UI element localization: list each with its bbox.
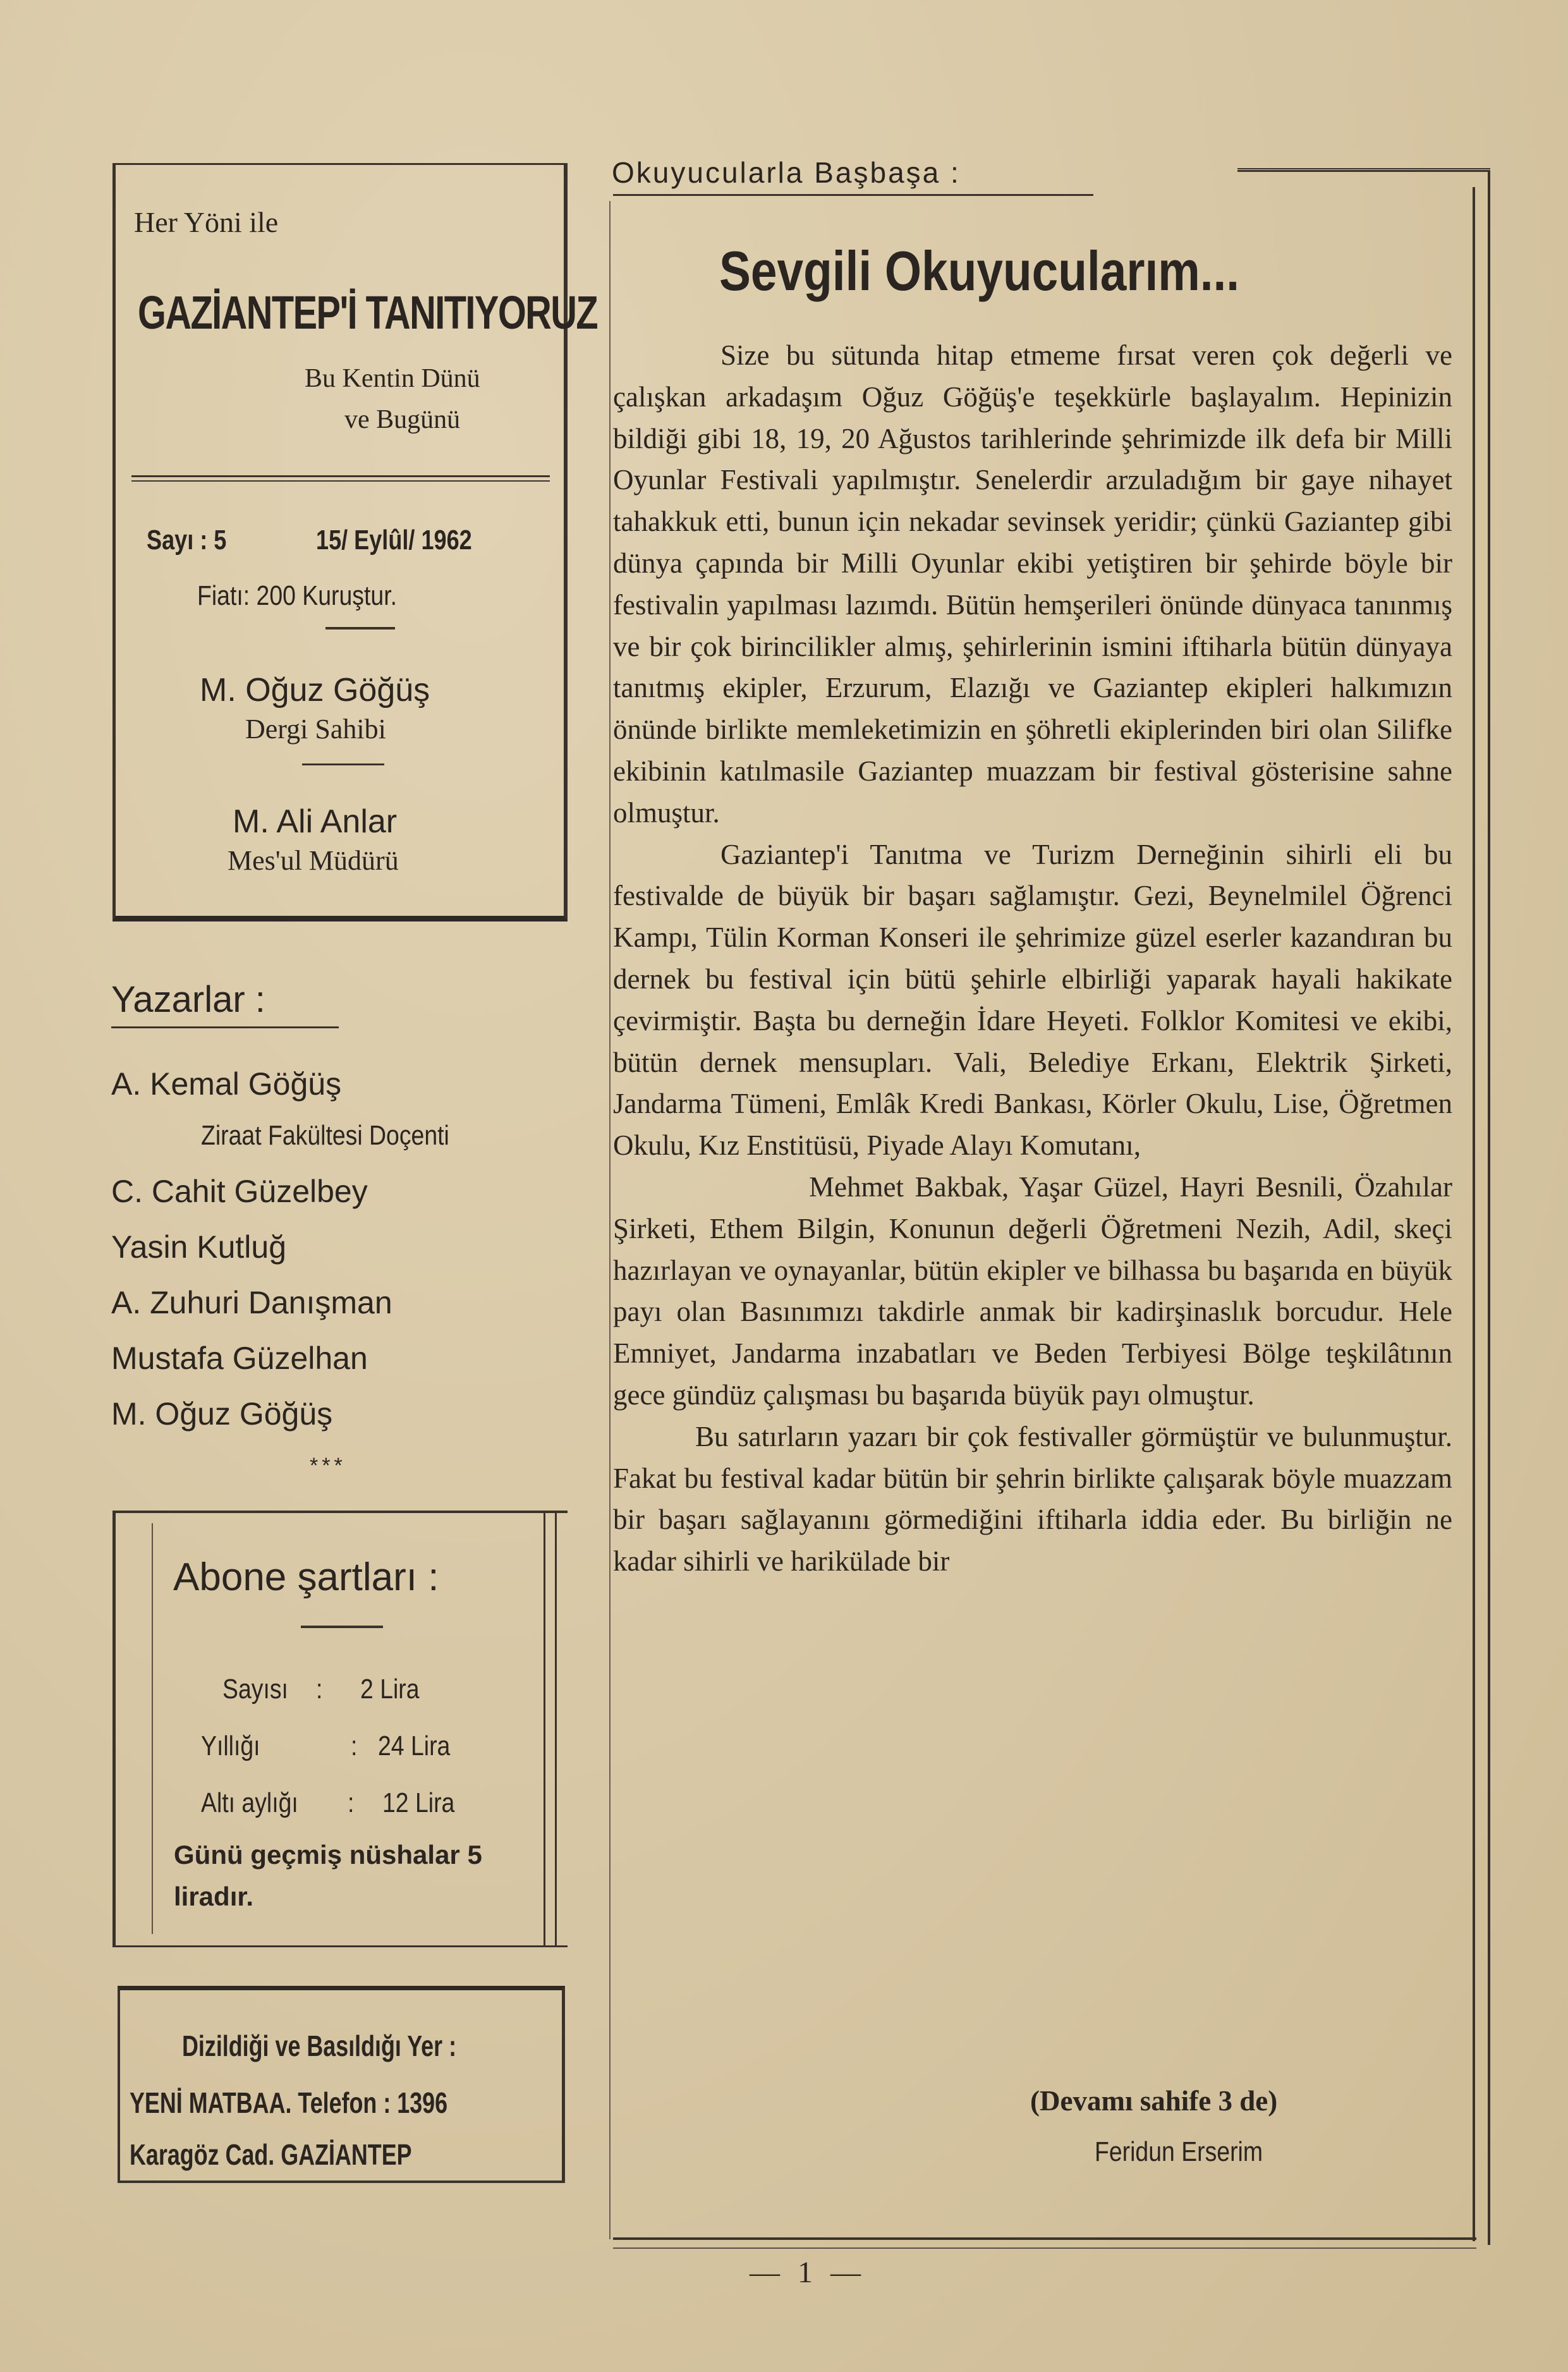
subscription-row-label: Altı aylığı <box>201 1787 298 1818</box>
authors-heading: Yazarlar : <box>111 979 265 1020</box>
section-underline <box>613 194 1093 196</box>
article-frame-right <box>1473 187 1475 2241</box>
subscription-row-sep: : <box>351 1730 358 1761</box>
owner-name: M. Oğuz Göğüş <box>200 672 430 709</box>
section-rule <box>1237 168 1490 172</box>
article-author: Feridun Erserim <box>1095 2136 1263 2167</box>
section-label: Okuyucularla Başbaşa : <box>612 156 961 189</box>
masthead-divider <box>131 475 550 482</box>
article-body <box>613 335 1452 1583</box>
subscription-row-value: 12 Lira <box>382 1787 455 1818</box>
subscription-box-inner <box>152 1523 153 1934</box>
price-underline <box>325 627 395 629</box>
article-continued: (Devamı sahife 3 de) <box>1030 2085 1278 2117</box>
subscription-heading: Abone şartları : <box>173 1555 439 1599</box>
author-item: C. Cahit Güzelbey <box>111 1174 368 1209</box>
author-item: Mustafa Güzelhan <box>111 1341 368 1376</box>
subscription-row-value: 24 Lira <box>378 1730 451 1761</box>
page-number: — 1 — <box>750 2256 866 2289</box>
printing-line3: Karagöz Cad. GAZİANTEP <box>130 2138 412 2171</box>
subscription-row-sep: : <box>348 1787 355 1818</box>
director-role: Mes'ul Müdürü <box>228 845 399 876</box>
authors-underline <box>111 1026 339 1028</box>
issue-number: Sayı : 5 <box>147 525 227 556</box>
masthead-intro: Her Yöni ile <box>134 206 279 238</box>
owner-role: Dergi Sahibi <box>245 714 386 745</box>
subscription-box-left <box>112 1513 116 1947</box>
magazine-subtitle-line2: ve Bugünü <box>344 405 461 434</box>
subscription-box-right-outer <box>555 1513 557 1947</box>
subscription-divider <box>301 1626 383 1628</box>
author-item: Yasin Kutluğ <box>111 1229 287 1265</box>
subscription-row-label: Yıllığı <box>201 1730 260 1761</box>
printing-line1: Dizildiği ve Basıldığı Yer : <box>182 2029 457 2062</box>
author-title: Ziraat Fakültesi Doçenti <box>201 1120 449 1151</box>
subscription-row-sep: : <box>316 1674 323 1705</box>
article-frame-bottom <box>613 2237 1476 2240</box>
article-paragraph: Mehmet Bakbak, Yaşar Güzel, Hayri Besnili, Özahılar Şirketi, Ethem Bilgin, Konunun değerli Öğretmeni Nezih, Adil, skeçi hazırlayan ve oynayanlar, bütün ekipler ve bilhassa bu başarıda en büyük payı olan Basınımızı takdirle anmak bir kadirşinaslık borcudur. Hele Emniyet, Jandarma inzabatları ve Beden Terbiyesi Bölge teşkilâtının gece gündüz çalışması bu başarıda büyük payı olmuştur. <box>613 1171 1452 1411</box>
article-headline: Sevgili Okuyucularım... <box>719 240 1240 302</box>
issue-date: 15/ Eylûl/ 1962 <box>316 525 472 556</box>
owner-divider <box>302 763 384 765</box>
issue-price: Fiatı: 200 Kuruştur. <box>197 580 397 611</box>
director-name: M. Ali Anlar <box>233 803 398 840</box>
subscription-box-top <box>112 1511 568 1513</box>
article-frame-right-outer <box>1488 172 1490 2245</box>
magazine-subtitle-line1: Bu Kentin Dünü <box>305 364 480 393</box>
subscription-box-right <box>544 1513 545 1947</box>
subscription-box-bottom <box>112 1945 568 1947</box>
article-paragraph: Size bu sütunda hitap etmeme fırsat veren çok değerli ve çalışkan arkadaşım Oğuz Göğüş'e teşekkürle başlayalım. Hepinizin bildiği gibi 18, 19, 20 Ağustos tarihlerinde şehrimizde ilk defa bir Milli Oyunlar Festivali yapılmıştır. Senelerdir arzuladığım bir gaye nihayet tahakkuk etti, bunun için nekadar sevinsek yeridir; çünkü Gaziantep gibi dünya çapında bir Milli Oyunlar ekibi yetiştiren bir şehirde böyle bir festivalin yapılması lazımdı. Bütün hemşerileri önünde dünyaca tanınmış ve bir çok birincilikler almış, şehirlerinin ismini iftiharla bütün dünyaya tanıtmış ekipler, Erzurum, Elazığı ve Gaziantep ekipleri halkımızın önünde birlikte memleketimizin en şöhretli ekiplerinden biri olan Silifke ekibinin katılmasile Gaziantep muazzam bir festival gösterisine sahne olmuştur. <box>613 339 1452 829</box>
article-frame-bottom-inner <box>613 2247 1476 2249</box>
author-item: A. Zuhuri Danışman <box>111 1285 392 1320</box>
author-item: A. Kemal Göğüş <box>111 1066 342 1102</box>
article-frame-left <box>609 201 611 2239</box>
author-item: M. Oğuz Göğüş <box>111 1396 333 1432</box>
subscription-row-value: 2 Lira <box>360 1674 420 1705</box>
separator-stars: *** <box>310 1454 346 1478</box>
article-paragraph: Gaziantep'i Tanıtma ve Turizm Derneğinin sihirli eli bu festivalde de büyük bir başarı sağlamıştır. Gezi, Beynelmilel Öğrenci Kampı, Tülin Korman Konseri ile şehrimize güzel eserler kazandıran bu dernek bu festival için bütü şehirle elbirliği yaparak hayali hakikate çevirmiştir. Başta bu derneğin İdare Heyeti. Folklor Komitesi ve ekibi, bütün dernek mensupları. Vali, Belediye Erkanı, Elektrik Şirketi, Jandarma Tümeni, Emlâk Kredi Bankası, Körler Okulu, Lise, Öğretmen Okulu, Kız Enstitüsü, Piyade Alayı Komutanı, <box>613 838 1452 1162</box>
magazine-title: GAZİANTEP'İ TANITIYORUZ <box>138 286 598 339</box>
subscription-row-label: Sayısı <box>222 1674 288 1705</box>
printing-line2: YENİ MATBAA. Telefon : 1396 <box>130 2086 448 2119</box>
article-paragraph: Bu satırların yazarı bir çok festivaller görmüştür ve bulunmuştur. Fakat bu festival kadar bütün bir şehrin birlikte çalışarak böyle muazzam bir başarı sağlayanını görmediğini iftiharla iddia eder. Bu birliğin ne kadar sihirli ve harikülade bir <box>613 1420 1452 1578</box>
subscription-note: Günü geçmiş nüshalar 5 liradır. <box>174 1840 482 1911</box>
